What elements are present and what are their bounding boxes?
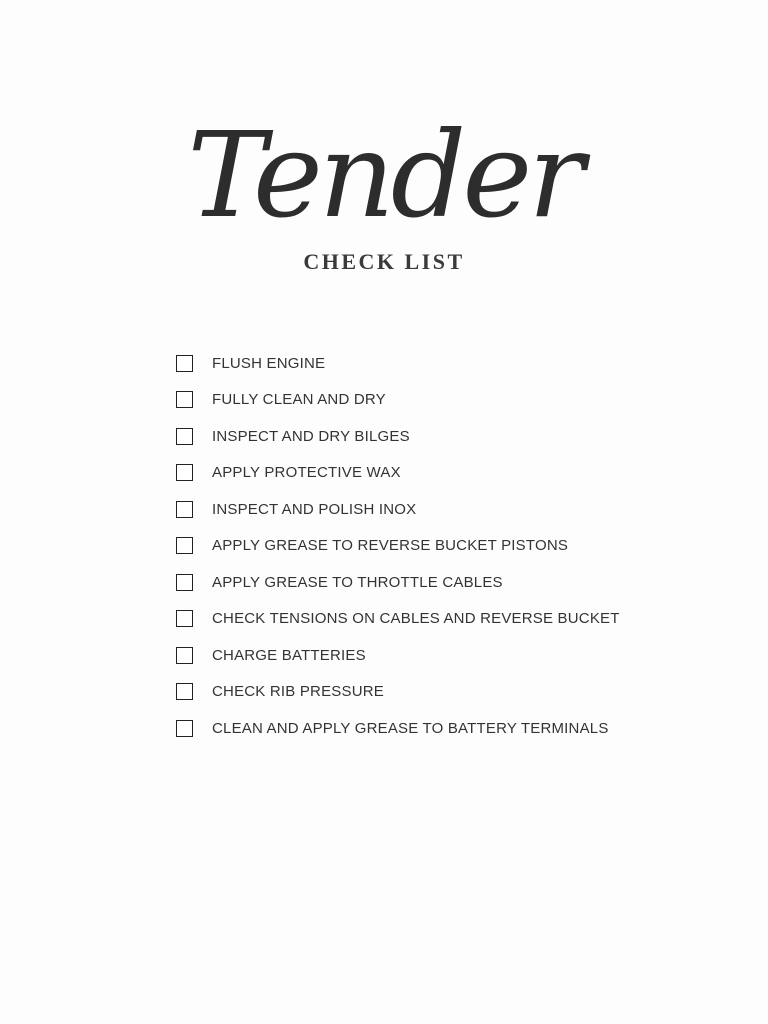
checklist-item-label: CLEAN AND APPLY GREASE TO BATTERY TERMINALS: [212, 719, 609, 737]
checklist-item: [176, 345, 620, 382]
checklist-item-label: CHARGE BATTERIES: [212, 646, 366, 664]
checklist-item: [176, 637, 620, 674]
checklist-item-label: APPLY GREASE TO THROTTLE CABLES: [212, 573, 503, 591]
checklist-item-label: FULLY CLEAN AND DRY: [212, 391, 386, 409]
checklist-item: [176, 382, 620, 419]
checkbox[interactable]: [176, 464, 193, 481]
checklist-item-label: CHECK TENSIONS ON CABLES AND REVERSE BUCKET: [212, 610, 620, 628]
page-subtitle: CHECK LIST: [303, 249, 465, 274]
checklist-item-label: INSPECT AND DRY BILGES: [212, 427, 410, 445]
checkbox[interactable]: [176, 537, 193, 554]
checklist-item: [176, 491, 620, 528]
checklist-item: [176, 455, 620, 492]
checkbox[interactable]: [176, 574, 193, 591]
checkbox[interactable]: [176, 501, 193, 518]
checklist-item-label: APPLY PROTECTIVE WAX: [212, 464, 401, 482]
checkbox[interactable]: [176, 683, 193, 700]
checkbox[interactable]: [176, 647, 193, 664]
page-title: Tender: [187, 106, 581, 244]
checkbox[interactable]: [176, 428, 193, 445]
checklist: [176, 345, 620, 747]
checklist-item: [176, 710, 620, 747]
checklist-item: [176, 528, 620, 565]
checklist-item: [176, 564, 620, 601]
checkbox[interactable]: [176, 720, 193, 737]
checklist-item-label: CHECK RIB PRESSURE: [212, 683, 384, 701]
checklist-item: [176, 601, 620, 638]
checklist-item: [176, 674, 620, 711]
checkbox[interactable]: [176, 610, 193, 627]
checklist-item-label: APPLY GREASE TO REVERSE BUCKET PISTONS: [212, 537, 569, 555]
checkbox[interactable]: [176, 391, 193, 408]
checklist-item-label: FLUSH ENGINE: [212, 354, 326, 372]
checkbox[interactable]: [176, 355, 193, 372]
checklist-item-label: INSPECT AND POLISH INOX: [212, 500, 417, 518]
checklist-item: [176, 418, 620, 455]
